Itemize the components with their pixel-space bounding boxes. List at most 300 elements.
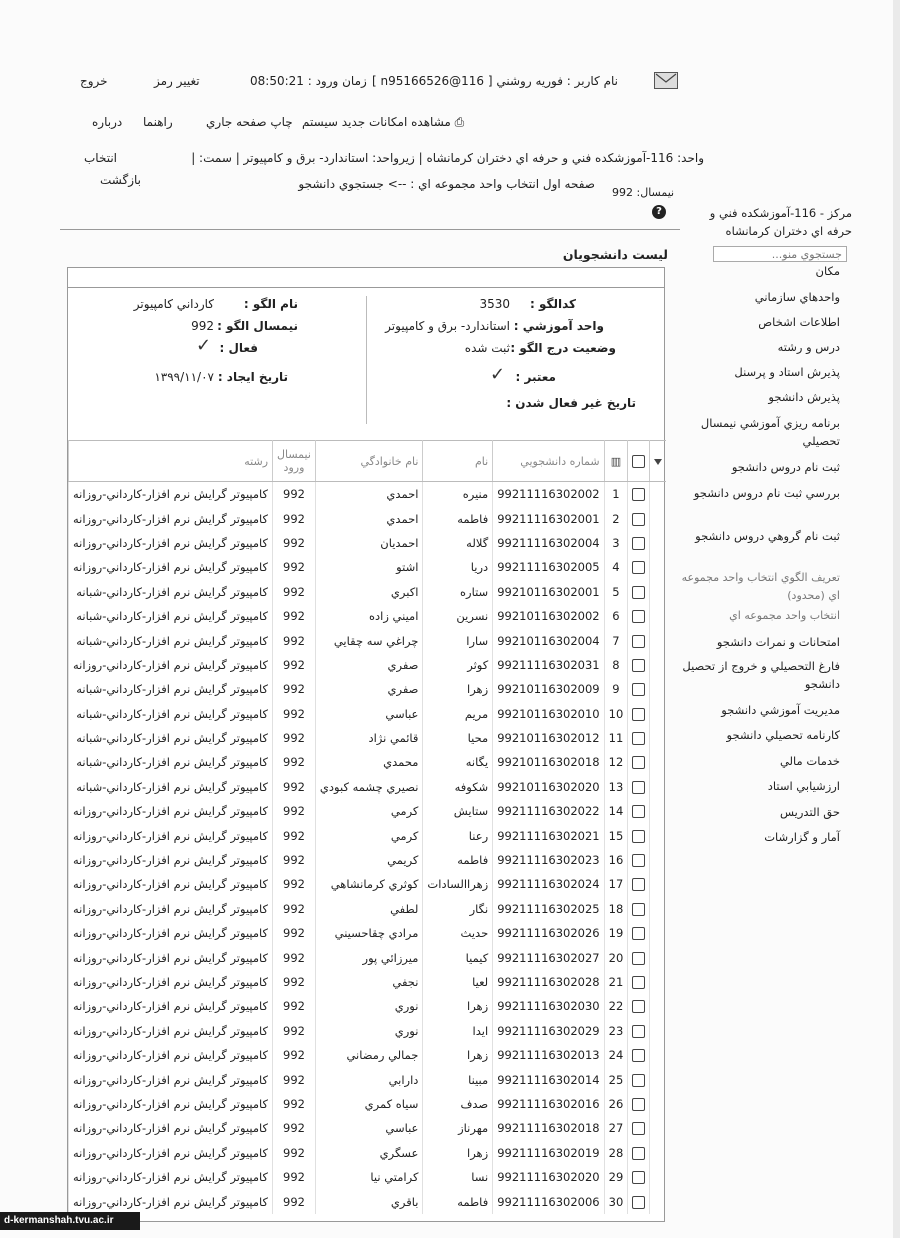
row-checkbox[interactable] (632, 903, 645, 916)
row-checkbox[interactable] (632, 854, 645, 867)
row-checkbox-cell[interactable] (628, 945, 650, 969)
divider (60, 229, 680, 230)
row-number: 25 (604, 1067, 628, 1091)
first-name: سارا (423, 628, 493, 652)
last-name: اميني زاده (315, 604, 423, 628)
row-checkbox[interactable] (632, 1098, 645, 1111)
row-number: 14 (604, 799, 628, 823)
row-checkbox[interactable] (632, 1147, 645, 1160)
row-checkbox[interactable] (632, 586, 645, 599)
row-checkbox-cell[interactable] (628, 775, 650, 799)
row-checkbox-cell[interactable] (628, 604, 650, 628)
row-checkbox[interactable] (632, 1196, 645, 1209)
sidebar-item-term-planning[interactable]: برنامه ريزي آموزشي نيمسال تحصيلي (700, 416, 840, 448)
sidebar-item-org-units[interactable]: واحدهاي سازماني (754, 290, 840, 304)
last-name: عسگري (315, 1141, 423, 1165)
row-checkbox[interactable] (632, 878, 645, 891)
first-name: زهرا (423, 1043, 493, 1067)
info-divider (366, 296, 367, 424)
row-checkbox[interactable] (632, 1171, 645, 1184)
sidebar-item-people[interactable]: اطلاعات اشخاص (758, 315, 840, 329)
row-checkbox[interactable] (632, 1074, 645, 1087)
active-check-icon: ✓ (196, 335, 212, 356)
major: كامپيوتر گرايش نرم افزار-كارداني-روزانه (69, 482, 273, 507)
row-number-header (604, 441, 628, 482)
major: كامپيوتر گرايش نرم افزار-كارداني-شبانه (69, 702, 273, 726)
row-checkbox[interactable] (632, 537, 645, 550)
edu-unit-label: واحد آموزشي : (513, 319, 604, 333)
row-number: 23 (604, 1019, 628, 1043)
major: كامپيوتر گرايش نرم افزار-كارداني-روزانه (69, 653, 273, 677)
row-number: 20 (604, 945, 628, 969)
row-checkbox[interactable] (632, 513, 645, 526)
entry-term: 992 (273, 653, 316, 677)
entry-term: 992 (273, 1067, 316, 1091)
col-last-name[interactable]: نام خانوادگي (315, 441, 423, 482)
table-row[interactable] (69, 1019, 667, 1043)
entry-term: 992 (273, 1092, 316, 1116)
entry-term: 992 (273, 823, 316, 847)
about-link[interactable]: درباره (92, 115, 123, 129)
row-spacer (650, 897, 667, 921)
pattern-term-value: 992 (191, 319, 214, 333)
row-checkbox-cell[interactable] (628, 628, 650, 652)
student-number: 99211116302014 (493, 1067, 604, 1091)
row-checkbox-cell[interactable] (628, 580, 650, 604)
row-checkbox[interactable] (632, 488, 645, 501)
major: كامپيوتر گرايش نرم افزار-كارداني-روزانه (69, 1019, 273, 1043)
row-checkbox[interactable] (632, 659, 645, 672)
major: كامپيوتر گرايش نرم افزار-كارداني-روزانه (69, 1043, 273, 1067)
row-number: 22 (604, 994, 628, 1018)
pattern-code-value: 3530 (479, 297, 510, 311)
row-spacer (650, 1043, 667, 1067)
row-number: 6 (604, 604, 628, 628)
new-features-link[interactable]: ⎙ مشاهده امكانات جديد سيستم (302, 115, 465, 129)
mail-icon[interactable] (654, 72, 678, 89)
row-checkbox-cell[interactable] (628, 1116, 650, 1140)
col-major[interactable]: رشته (69, 441, 273, 482)
major: كامپيوتر گرايش نرم افزار-كارداني-روزانه (69, 531, 273, 555)
sidebar-item-student-admission[interactable]: پذيرش دانشجو (768, 390, 840, 404)
sidebar-item-course-registration[interactable]: ثبت نام دروس دانشجو (731, 460, 840, 474)
row-spacer (650, 677, 667, 701)
row-checkbox-cell[interactable] (628, 921, 650, 945)
major: كامپيوتر گرايش نرم افزار-كارداني-روزانه (69, 1189, 273, 1213)
row-checkbox[interactable] (632, 976, 645, 989)
row-checkbox-cell[interactable] (628, 702, 650, 726)
row-number: 15 (604, 823, 628, 847)
change-password-link[interactable]: تغيير رمز (154, 74, 200, 88)
table-row[interactable] (69, 604, 667, 628)
student-number: 99210116302002 (493, 604, 604, 628)
table-row[interactable] (69, 970, 667, 994)
row-checkbox[interactable] (632, 708, 645, 721)
sidebar-item-location[interactable]: مكان (815, 264, 840, 278)
first-name: زهراالسادات (423, 872, 493, 896)
table-row[interactable] (69, 921, 667, 945)
row-number: 24 (604, 1043, 628, 1067)
table-row[interactable] (69, 1116, 667, 1140)
row-spacer (650, 531, 667, 555)
active-label: فعال : (219, 341, 258, 355)
student-number: 99211116302031 (493, 653, 604, 677)
sidebar-item-registration-review[interactable]: بررسي ثبت نام دروس دانشجو (693, 486, 840, 500)
row-number: 27 (604, 1116, 628, 1140)
table-row[interactable] (69, 945, 667, 969)
entry-term: 992 (273, 994, 316, 1018)
row-checkbox-cell[interactable] (628, 848, 650, 872)
table-row[interactable] (69, 750, 667, 774)
student-number: 99211116302021 (493, 823, 604, 847)
row-checkbox[interactable] (632, 830, 645, 843)
entry-term: 992 (273, 628, 316, 652)
student-number: 99211116302027 (493, 945, 604, 969)
pattern-term-label: نيمسال الگو : (217, 319, 298, 333)
table-row[interactable] (69, 1189, 667, 1213)
print-icon: ⎙ (454, 115, 465, 129)
major: كامپيوتر گرايش نرم افزار-كارداني-روزانه (69, 848, 273, 872)
row-spacer (650, 1165, 667, 1189)
first-name: مبينا (423, 1067, 493, 1091)
major: كامپيوتر گرايش نرم افزار-كارداني-شبانه (69, 604, 273, 628)
row-checkbox-cell[interactable] (628, 555, 650, 579)
major: كامپيوتر گرايش نرم افزار-كارداني-شبانه (69, 628, 273, 652)
pattern-name-value: كارداني كامپيوتر (133, 297, 214, 311)
sidebar-menu (680, 262, 840, 853)
table-row[interactable] (69, 653, 667, 677)
row-checkbox-cell[interactable] (628, 1189, 650, 1213)
row-spacer (650, 823, 667, 847)
last-name: دارابي (315, 1067, 423, 1091)
entry-term: 992 (273, 677, 316, 701)
page-title: ليست دانشجويان (562, 247, 668, 262)
sidebar-item-course-major[interactable]: درس و رشته (777, 340, 840, 354)
row-checkbox[interactable] (632, 952, 645, 965)
row-checkbox[interactable] (632, 1025, 645, 1038)
table-row[interactable] (69, 506, 667, 530)
entry-term: 992 (273, 506, 316, 530)
table-row[interactable] (69, 702, 667, 726)
row-spacer (650, 1019, 667, 1043)
row-number: 29 (604, 1165, 628, 1189)
students-table (68, 440, 666, 1214)
login-time: زمان ورود : 08:50:21 (250, 74, 367, 88)
row-spacer (650, 482, 667, 507)
major: كامپيوتر گرايش نرم افزار-كارداني-روزانه (69, 970, 273, 994)
table-row[interactable] (69, 1092, 667, 1116)
row-checkbox-cell[interactable] (628, 750, 650, 774)
row-checkbox[interactable] (632, 635, 645, 648)
first-name: صدف (423, 1092, 493, 1116)
row-number: 3 (604, 531, 628, 555)
sidebar-item-group-registration[interactable]: ثبت نام گروهي دروس دانشجو (695, 529, 840, 543)
row-number: 9 (604, 677, 628, 701)
first-name: كيميا (423, 945, 493, 969)
student-number: 99210116302004 (493, 628, 604, 652)
major: كامپيوتر گرايش نرم افزار-كارداني-روزانه (69, 921, 273, 945)
last-name: چراغي سه چقايي (315, 628, 423, 652)
row-checkbox-cell[interactable] (628, 506, 650, 530)
row-checkbox[interactable] (632, 1122, 645, 1135)
first-name: شكوفه (423, 775, 493, 799)
major: كامپيوتر گرايش نرم افزار-كارداني-شبانه (69, 775, 273, 799)
first-name: مهرناز (423, 1116, 493, 1140)
student-number: 99211116302013 (493, 1043, 604, 1067)
entry-term: 992 (273, 1165, 316, 1189)
select-unit-link[interactable]: انتخاب (84, 151, 117, 165)
student-number: 99211116302029 (493, 1019, 604, 1043)
student-number: 99210116302009 (493, 677, 604, 701)
back-link[interactable]: بازگشت (100, 173, 141, 187)
student-number: 99210116302010 (493, 702, 604, 726)
last-name: محمدي (315, 750, 423, 774)
pattern-code-label: كدالگو : (529, 297, 576, 311)
row-checkbox-cell[interactable] (628, 872, 650, 896)
row-number: 2 (604, 506, 628, 530)
row-checkbox[interactable] (632, 1049, 645, 1062)
col-first-name[interactable]: نام (423, 441, 493, 482)
col-entry-term[interactable]: نيمسال ورود (273, 441, 316, 482)
print-page-link[interactable]: چاپ صفحه جاري (206, 115, 293, 129)
entry-term: 992 (273, 555, 316, 579)
row-spacer (650, 848, 667, 872)
table-row[interactable] (69, 799, 667, 823)
last-name: احمديان (315, 531, 423, 555)
student-number: 99211116302020 (493, 1165, 604, 1189)
sidebar-item-financial[interactable]: خدمات مالي (779, 754, 840, 768)
row-checkbox-cell[interactable] (628, 823, 650, 847)
table-row[interactable] (69, 555, 667, 579)
student-number: 99210116302001 (493, 580, 604, 604)
row-number: 10 (604, 702, 628, 726)
last-name: لطفي (315, 897, 423, 921)
major: كامپيوتر گرايش نرم افزار-كارداني-شبانه (69, 677, 273, 701)
row-checkbox-cell[interactable] (628, 1092, 650, 1116)
table-row[interactable] (69, 628, 667, 652)
table-row[interactable] (69, 775, 667, 799)
row-checkbox-cell[interactable] (628, 653, 650, 677)
first-name: فاطمه (423, 848, 493, 872)
sidebar-item-exams-grades[interactable]: امتحانات و نمرات دانشجو (716, 635, 840, 649)
student-number: 99211116302006 (493, 1189, 604, 1213)
major: كامپيوتر گرايش نرم افزار-كارداني-روزانه (69, 555, 273, 579)
breadcrumb[interactable]: صفحه اول انتخاب واحد مجموعه اي : --> جستجوي دانشجو (298, 177, 595, 191)
last-name: احمدي (315, 482, 423, 507)
major: كامپيوتر گرايش نرم افزار-كارداني-شبانه (69, 580, 273, 604)
logout-link[interactable]: خروج (80, 74, 108, 88)
entry-term: 992 (273, 1019, 316, 1043)
student-number: 99210116302020 (493, 775, 604, 799)
table-row[interactable] (69, 1043, 667, 1067)
row-spacer (650, 994, 667, 1018)
dropdown-arrow-icon (654, 459, 662, 465)
row-checkbox[interactable] (632, 732, 645, 745)
table-row[interactable] (69, 482, 667, 507)
row-spacer (650, 1141, 667, 1165)
entry-term: 992 (273, 750, 316, 774)
major: كامپيوتر گرايش نرم افزار-كارداني-روزانه (69, 1165, 273, 1189)
first-name: نسرين (423, 604, 493, 628)
select-all-cell[interactable] (628, 441, 650, 482)
table-row[interactable] (69, 677, 667, 701)
sidebar-item-staff-admission[interactable]: پذيرش استاد و پرسنل (734, 365, 840, 379)
row-checkbox[interactable] (632, 683, 645, 696)
major: كامپيوتر گرايش نرم افزار-كارداني-شبانه (69, 750, 273, 774)
row-checkbox-cell[interactable] (628, 677, 650, 701)
table-row[interactable] (69, 580, 667, 604)
table-row[interactable] (69, 848, 667, 872)
center-name: مركز - 116-آموزشكده فني و حرفه اي دختران كرمانشاه (709, 206, 852, 238)
menu-search-input[interactable] (713, 246, 847, 262)
edu-unit-value: استاندارد- برق و كامپيوتر (385, 319, 510, 333)
row-checkbox-cell[interactable] (628, 1043, 650, 1067)
term-info: نيمسال: 992 (612, 186, 675, 199)
major: كامپيوتر گرايش نرم افزار-كارداني-روزانه (69, 1141, 273, 1165)
row-spacer (650, 604, 667, 628)
major: كامپيوتر گرايش نرم افزار-كارداني-روزانه (69, 872, 273, 896)
sort-toggle[interactable] (650, 441, 667, 482)
watermark: d-kermanshah.tvu.ac.ir (0, 1212, 140, 1230)
table-row[interactable] (69, 994, 667, 1018)
row-checkbox[interactable] (632, 927, 645, 940)
sidebar-item-transcript[interactable]: كارنامه تحصيلي دانشجو (726, 728, 840, 742)
first-name: ايدا (423, 1019, 493, 1043)
first-name: لعيا (423, 970, 493, 994)
last-name: عباسي (315, 1116, 423, 1140)
student-number: 99211116302028 (493, 970, 604, 994)
student-number: 99211116302002 (493, 482, 604, 507)
columns-icon[interactable]: ▥ (610, 454, 622, 468)
row-spacer (650, 702, 667, 726)
row-checkbox-cell[interactable] (628, 531, 650, 555)
first-name: فاطمه (423, 1189, 493, 1213)
student-number: 99211116302001 (493, 506, 604, 530)
row-number: 19 (604, 921, 628, 945)
last-name: باقري (315, 1189, 423, 1213)
row-spacer (650, 555, 667, 579)
row-number: 7 (604, 628, 628, 652)
row-spacer (650, 799, 667, 823)
row-spacer (650, 1067, 667, 1091)
first-name: گلاله (423, 531, 493, 555)
table-row[interactable] (69, 1165, 667, 1189)
help-link[interactable]: راهنما (143, 115, 173, 129)
major: كامپيوتر گرايش نرم افزار-كارداني-روزانه (69, 506, 273, 530)
row-checkbox-cell[interactable] (628, 726, 650, 750)
row-checkbox[interactable] (632, 1000, 645, 1013)
first-name: كوثر (423, 653, 493, 677)
entry-term: 992 (273, 702, 316, 726)
student-number: 99211116302025 (493, 897, 604, 921)
row-checkbox-cell[interactable] (628, 1067, 650, 1091)
last-name: كرامتي نيا (315, 1165, 423, 1189)
row-checkbox-cell[interactable] (628, 1019, 650, 1043)
student-number: 99211116302016 (493, 1092, 604, 1116)
row-checkbox[interactable] (632, 610, 645, 623)
row-checkbox[interactable] (632, 781, 645, 794)
row-checkbox-cell[interactable] (628, 994, 650, 1018)
row-checkbox-cell[interactable] (628, 482, 650, 507)
entry-term: 992 (273, 897, 316, 921)
student-number: 99211116302023 (493, 848, 604, 872)
table-row[interactable] (69, 823, 667, 847)
sidebar-item-student-management[interactable]: مديريت آموزشي دانشجو (721, 703, 840, 717)
col-student-no[interactable]: شماره دانشجويي (493, 441, 604, 482)
row-spacer (650, 653, 667, 677)
first-name: مريم (423, 702, 493, 726)
row-checkbox-cell[interactable] (628, 897, 650, 921)
last-name: اكبري (315, 580, 423, 604)
table-row[interactable] (69, 897, 667, 921)
table-row[interactable] (69, 1141, 667, 1165)
first-name: زهرا (423, 677, 493, 701)
sidebar-item-teacher-evaluation[interactable]: ارزشيابي استاد (767, 779, 840, 793)
last-name: نصيري چشمه كبودي (315, 775, 423, 799)
row-spacer (650, 628, 667, 652)
row-checkbox-cell[interactable] (628, 1165, 650, 1189)
last-name: كرمي (315, 799, 423, 823)
status-label: وضعيت درج الگو : (510, 341, 616, 355)
student-number: 99210116302012 (493, 726, 604, 750)
major: كامپيوتر گرايش نرم افزار-كارداني-روزانه (69, 823, 273, 847)
last-name: كريمي (315, 848, 423, 872)
row-checkbox-cell[interactable] (628, 970, 650, 994)
row-number: 26 (604, 1092, 628, 1116)
row-checkbox-cell[interactable] (628, 1141, 650, 1165)
created-date-value: ۱۳۹۹/۱۱/۰۷ (154, 370, 214, 384)
sidebar-item-reports[interactable]: آمار و گزارشات (764, 830, 840, 844)
select-all-checkbox[interactable] (632, 455, 645, 468)
first-name: دريا (423, 555, 493, 579)
row-number: 12 (604, 750, 628, 774)
major: كامپيوتر گرايش نرم افزار-كارداني-روزانه (69, 1067, 273, 1091)
entry-term: 992 (273, 921, 316, 945)
row-spacer (650, 921, 667, 945)
table-row[interactable] (69, 726, 667, 750)
table-row[interactable] (69, 1067, 667, 1091)
student-number: 99211116302022 (493, 799, 604, 823)
status-value: ثبت شده (464, 341, 510, 355)
major: كامپيوتر گرايش نرم افزار-كارداني-روزانه (69, 945, 273, 969)
row-number: 28 (604, 1141, 628, 1165)
row-number: 30 (604, 1189, 628, 1213)
help-icon[interactable]: ? (652, 205, 666, 219)
student-number: 99211116302018 (493, 1116, 604, 1140)
entry-term: 992 (273, 482, 316, 507)
created-date-label: تاريخ ايجاد : (217, 370, 288, 384)
student-number: 99211116302019 (493, 1141, 604, 1165)
student-number: 99210116302018 (493, 750, 604, 774)
table-row[interactable] (69, 531, 667, 555)
sidebar-item-graduation[interactable]: فارغ التحصيلي و خروج از تحصيل دانشجو (682, 659, 840, 691)
row-checkbox[interactable] (632, 756, 645, 769)
first-name: نسا (423, 1165, 493, 1189)
last-name: قائمي نژاد (315, 726, 423, 750)
last-name: صفري (315, 653, 423, 677)
entry-term: 992 (273, 531, 316, 555)
entry-term: 992 (273, 1043, 316, 1067)
sidebar-item-teaching-fee[interactable]: حق التدريس (780, 805, 840, 819)
row-spacer (650, 506, 667, 530)
sidebar-item-pattern-definition[interactable]: تعريف الگوي انتخاب واحد مجموعه اي (محدود) (681, 571, 840, 602)
pattern-name-label: نام الگو : (243, 297, 298, 311)
row-checkbox[interactable] (632, 805, 645, 818)
row-checkbox[interactable] (632, 561, 645, 574)
row-checkbox-cell[interactable] (628, 799, 650, 823)
sidebar-item-group-selection[interactable]: انتخاب واحد مجموعه اي (729, 609, 840, 622)
table-row[interactable] (69, 872, 667, 896)
